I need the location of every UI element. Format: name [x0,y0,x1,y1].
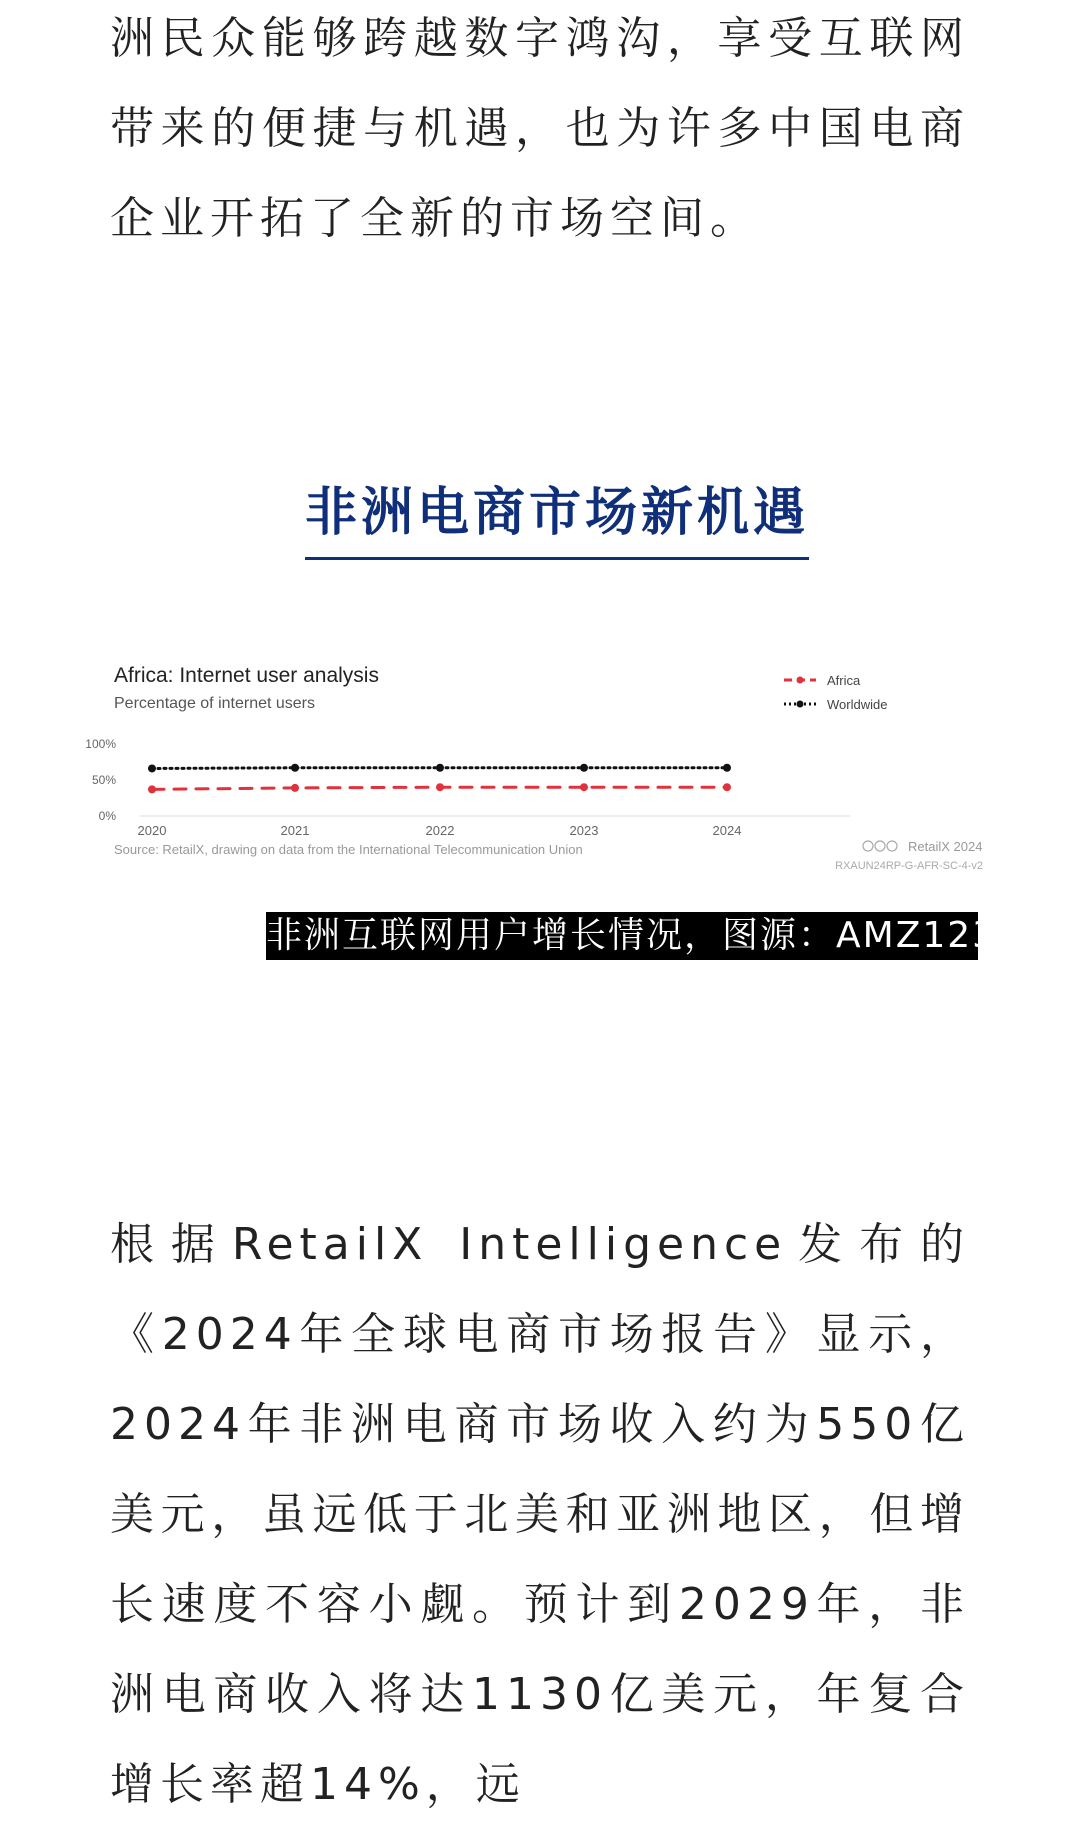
legend-marker-africa [797,677,804,684]
y-tick-label: 0% [98,809,116,823]
x-tick-label: 2023 [569,823,599,838]
data-point-africa [148,785,156,793]
x-tick-label: 2020 [137,823,167,838]
chart-credit: RetailX 2024 [908,839,983,854]
chart-title: Africa: Internet user analysis [114,664,379,687]
chart-source: Source: RetailX, drawing on data from the International Telecommunication Union [114,842,583,857]
x-tick-label: 2024 [712,823,742,838]
y-tick-label: 100% [85,737,116,751]
x-tick-label: 2022 [425,823,455,838]
image-caption: 非洲互联网用户增长情况，图源：AMZ123 [266,912,978,960]
data-point-africa [723,783,731,791]
data-point-worldwide [291,764,299,772]
legend-label-africa: Africa [827,673,861,688]
body-paragraph: 根据RetailX Intelligence发布的《2024年全球电商市场报告》显示，2024年非洲电商市场收入约为550亿美元，虽远低于北美和亚洲地区，但增长速度不容小觑。预计到2029年，非洲电商收入将达1130亿美元，年复合增长率超14%，远 [110,1219,970,1810]
intro-paragraph: 洲民众能够跨越数字鸿沟，享受互联网带来的便捷与机遇，也为许多中国电商企业开拓了全新的市场空间。 [110,13,970,244]
cc-license-icon [863,841,897,851]
data-point-worldwide [723,764,731,772]
section-heading: 非洲电商市场新机遇 [305,470,809,560]
data-point-worldwide [148,764,156,772]
y-tick-label: 50% [91,773,116,787]
internet-user-chart [85,660,1010,910]
legend-label-worldwide: Worldwide [827,697,888,712]
data-point-africa [291,784,299,792]
data-point-worldwide [580,764,588,772]
data-point-africa [436,783,444,791]
x-tick-label: 2021 [280,823,310,838]
legend-marker-worldwide [797,701,804,708]
data-point-worldwide [436,764,444,772]
chart-code: RXAUN24RP-G-AFR-SC-4-v2 [835,860,983,872]
chart-subtitle: Percentage of internet users [114,695,316,712]
data-point-africa [580,783,588,791]
